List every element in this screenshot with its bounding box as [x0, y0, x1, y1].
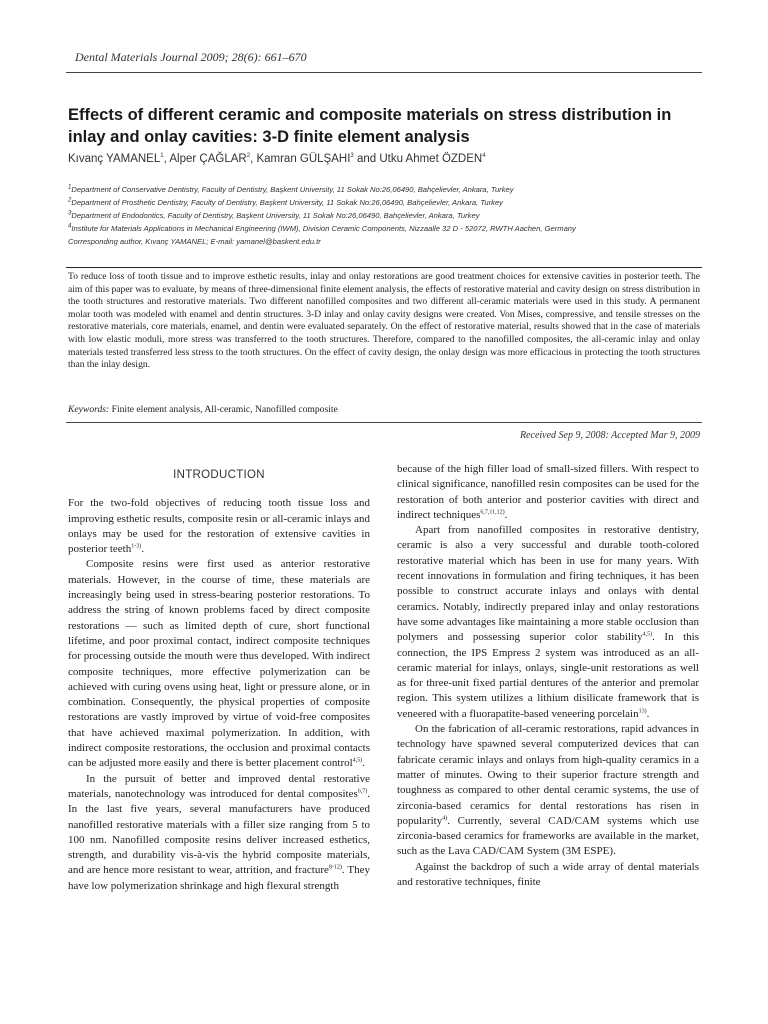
affiliation — [68, 209, 708, 222]
affiliation-text: Department of Endodontics, Faculty of Dentistry, Başkent University, 11 Sokak No:26,06490, Bahçelievler, Ankara, Turkey — [71, 211, 480, 220]
keywords-text: Finite element analysis, All-ceramic, Nanofilled composite — [109, 404, 338, 415]
paragraph: Apart from nanofilled composites in restorative dentistry, ceramic is also a very successful and durable tooth-colored restorative material which has been in use for many years. With recent innovations in formulation and firing techniques, it has been possible to construct accurate inlays and onlays with dental ceramics. Notably, indirectly prepared inlay and onlay restorations have some advantages like maintaining a more stable occlusion than polymers and possessing superior color stability$^{4,5)}$. In this connection, the IPS Empress 2 system was introduced as an all-ceramic material for inlays, onlays, single-unit restorations as well as for three-unit fixed partial dentures of the anterior and premolar region. This system utilizes a lithium disilicate framework that is veneered with a fluorapatite-based veneering porcelain$^{13)}$. — [397, 524, 699, 720]
left-column-body — [68, 496, 370, 894]
author-name: Kıvanç YAMANEL — [68, 153, 161, 165]
author — [379, 153, 485, 165]
author — [169, 153, 250, 165]
author — [256, 153, 353, 165]
affiliation-list — [68, 183, 708, 235]
author — [68, 153, 164, 165]
affiliation-text: Institute for Materials Applications in Mechanical Engineering (IWM), Division Ceramic Components, Nizzaalle 32 D - 52072, RWTH Aachen, Germany — [71, 224, 576, 233]
reference-marker: 4) — [442, 815, 448, 822]
reference-marker: 4,5) — [642, 631, 653, 638]
paragraph: For the two-fold objectives of reducing tooth tissue loss and improving esthetic results, composite resin or all-ceramic inlays and onlays may be used for the restoration of extensive cavities in posterior teeth$^{1-3)}$. — [68, 497, 370, 556]
author-name: Alper ÇAĞLAR — [169, 153, 247, 165]
affiliations — [68, 183, 708, 248]
affiliation-number: 3 — [68, 210, 72, 217]
reference-marker: 8-12) — [328, 864, 342, 871]
corresponding-author: Corresponding author, Kıvanç YAMANEL; E-mail: yamanel@baskent.edu.tr — [68, 237, 321, 246]
affiliation — [68, 196, 708, 209]
affiliation-number: 4 — [68, 223, 72, 230]
affiliation-number: 1 — [68, 184, 72, 191]
left-column — [68, 462, 370, 894]
affiliation-marker: 4 — [482, 153, 486, 160]
affiliation-text: Department of Conservative Dentistry, Faculty of Dentistry, Başkent University, 11 Sokak No:26,06490, Bahçelievler, Ankara, Turkey — [71, 185, 514, 194]
journal-header: Dental Materials Journal 2009; 28(6): 661–670 — [75, 50, 307, 64]
affiliation — [68, 183, 708, 196]
reference-marker: 6,7) — [357, 788, 368, 795]
right-column — [397, 462, 699, 890]
affiliation — [68, 222, 708, 235]
author-name: Kamran GÜLŞAHI — [256, 153, 351, 165]
paragraph: because of the high filler load of small-sized fillers. With respect to clinical significance, nanofilled resin composites can be used for the restoration of both anterior and posterior cavities with direct and indirect techniques$^{6,7,11,12)}$. — [397, 463, 699, 521]
abstract: To reduce loss of tooth tissue and to improve esthetic results, inlay and onlay restorations are good treatment choices for extensive cavities in posterior teeth. The aim of this paper was to evaluate, by means of three-dimensional finite element analysis, the effects of restorative material and cavity design on stress distribution in the tooth structures and restorative materials. Two different nanofilled composites and two different all-ceramic materials were used in this study. A permanent molar tooth was modeled with enamel and dentin structures. 3-D inlay and onlay cavity designs were created. Von Mises, compressive, and tensile stresses on the restorative materials, core materials, enamel, and dentin were evaluated separately. On the effect of restorative material, results showed that in the case of materials with low elastic moduli, more stress was transferred to the tooth structures. Therefore, compared to the nanofilled composites, the all-ceramic inlay and onlay materials tested transferred less stress to the tooth structures. On the effect of cavity design, the onlay design was more efficacious in protecting the tooth structures than the inlay design. — [68, 271, 700, 371]
header-rule — [66, 72, 702, 73]
affiliation-number: 2 — [68, 197, 72, 204]
abstract-top-rule — [66, 267, 702, 268]
keywords-rule — [66, 422, 702, 423]
keywords — [68, 404, 700, 415]
reference-marker: 1-3) — [131, 543, 142, 550]
affiliation-text: Department of Prosthetic Dentistry, Faculty of Dentistry, Başkent University, 11 Sokak No:26,06490, Bahçelievler, Ankara, Turkey — [71, 198, 503, 207]
section-heading-introduction: INTRODUCTION — [173, 469, 265, 481]
reference-marker: 6,7,11,12) — [480, 509, 505, 516]
affiliation-marker: 3 — [350, 153, 354, 160]
affiliation-marker: 1 — [160, 153, 164, 160]
author-name: Utku Ahmet ÖZDEN — [379, 153, 483, 165]
paragraph: Composite resins were first used as anterior restorative materials. However, in the course of time, these materials are increasingly being used in stress-bearing posterior restorations. To address the string of known problems faced by direct composite restorations — such as limited depth of cure, short functional lifetime, and poor proximal contact, indirect composite techniques for processing outside the mouth were thus developed. With indirect composite techniques, more effective polymerization can be achieved with curing ovens using heat, light or pressure alone, or in combination. Consequently, the physical properties of composite restorations are vastly improved by virtue of void-free composites that have achieved maximal polymerization. In addition, with indirect composite restorations, the occlusion and proximal contacts can be adjusted more easily and there is better placement control$^{4,5)}$. — [68, 558, 370, 770]
reference-marker: 13) — [638, 708, 647, 715]
affiliation-marker: 2 — [246, 153, 251, 160]
author-list: Kıvanç YAMANEL$^1$, Alper ÇAĞLAR$^2$, Kamran GÜLŞAHI$^3$ and Utku Ahmet ÖZDEN$^4$ — [68, 153, 486, 165]
paragraph: On the fabrication of all-ceramic restorations, rapid advances in technology have spawned several computerized devices that can fabricate ceramic inlays and onlays from high-quality ceramics in a matter of minutes. Owing to their superior fracture strength and toughness as compared to other dental ceramic systems, the use of zirconia-based ceramics for dental restorations has risen in popularity$^{4)}$. Currently, several CAD/CAM systems which use zirconia-based ceramics for frameworks are available in the market, such as the Lava CAD/CAM System (3M ESPE). — [397, 723, 699, 858]
reference-marker: 4,5) — [352, 757, 363, 764]
paragraph: In the pursuit of better and improved dental restorative materials, nanotechnology was introduced for dental composites$^{6,7)}$. In the last five years, several manufacturers have produced nanofilled restorative materials with a filler size ranging from 5 to 100 nm. Nanofilled composite resins deliver increased esthetics, strength, and durability vis-à-vis the hybrid composite materials, and are hence more resistant to wear, attrition, and fracture$^{8-12)}$. They have low polymerization shrinkage and high flexural strength — [68, 772, 371, 892]
keywords-label: Keywords: — [68, 404, 110, 415]
received-date: Received Sep 9, 2008: Accepted Mar 9, 2009 — [519, 430, 700, 441]
paragraph: Against the backdrop of such a wide array of dental materials and restorative techniques, finite — [397, 860, 699, 889]
right-column-body — [397, 462, 699, 890]
article-title: Effects of different ceramic and composite materials on stress distribution in inlay and onlay cavities: 3-D finite element analysis — [68, 106, 672, 146]
